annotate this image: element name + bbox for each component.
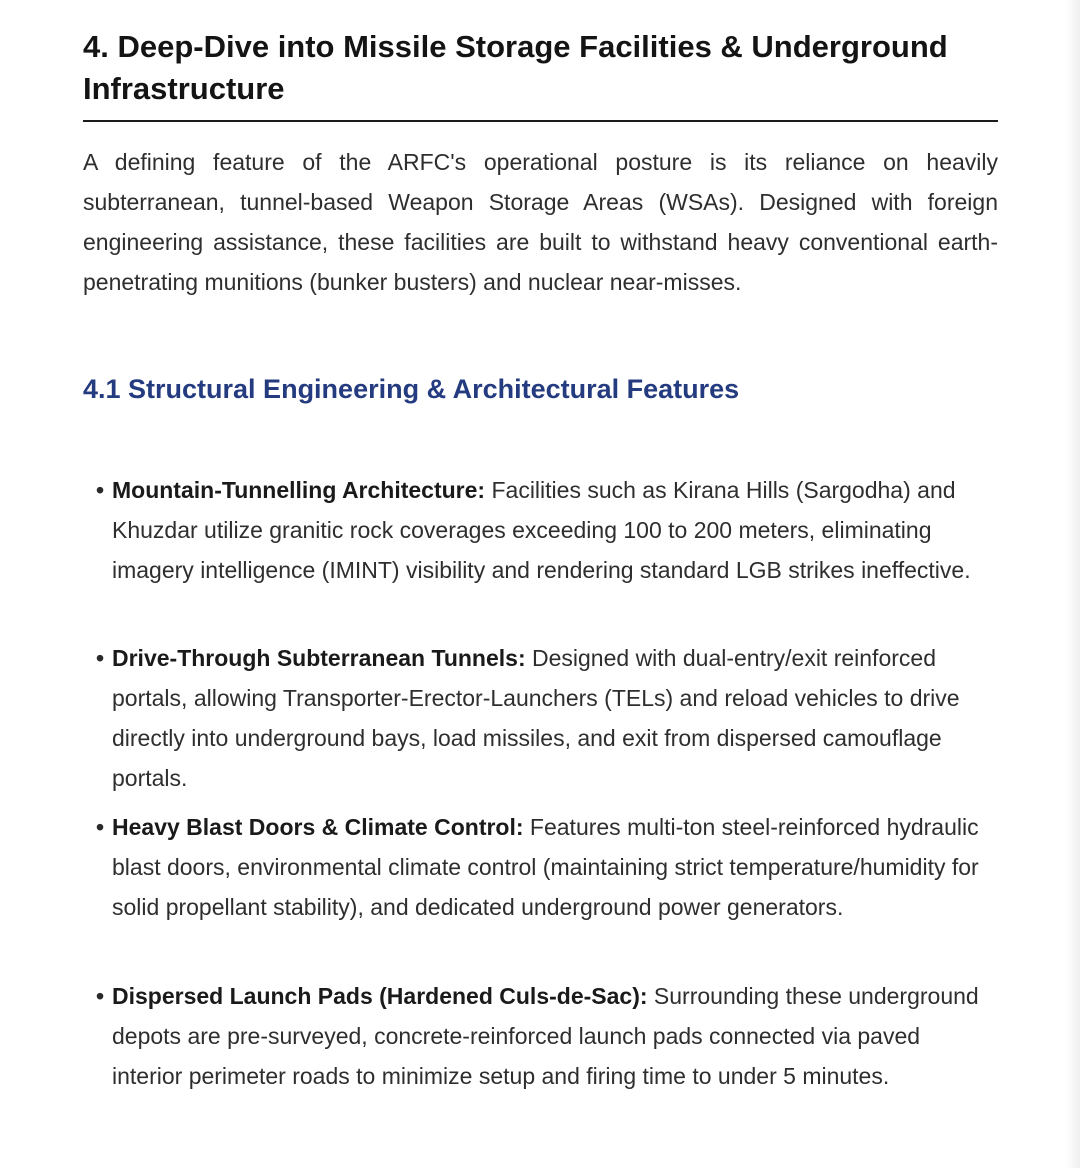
list-item-body — [112, 807, 996, 927]
list-item-text: Features multi-ton steel-reinforced hydraulic blast doors, environmental climate control (maintaining strict temperature/humidity for solid propellant stability), and dedicated underground power generators. — [112, 814, 979, 920]
section-title: 4. Deep-Dive into Missile Storage Facilities & Underground Infrastructure — [83, 29, 948, 106]
page-edge-shadow — [1066, 0, 1080, 1168]
subsection-title: 4.1 Structural Engineering & Architectural Features — [83, 374, 740, 404]
intro-paragraph: A defining feature of the ARFC's operational posture is its reliance on heavily subterranean, tunnel-based Weapon Storage Areas (WSAs). Designed with foreign engineering assistance, these facilities are built to withstand heavy conventional earth-penetrating munitions (bunker busters) and nuclear near-misses. — [83, 149, 998, 295]
list-item-text: Designed with dual-entry/exit reinforced portals, allowing Transporter-Erector-Launchers (TELs) and reload vehicles to drive directly into underground bays, load missiles, and exit from dispersed camouflage portals. — [112, 645, 960, 791]
list-item — [96, 638, 996, 798]
list-item-body — [112, 638, 996, 798]
list-item-lead: Dispersed Launch Pads (Hardened Culs-de-Sac): — [112, 983, 648, 1009]
list-item — [96, 976, 996, 1096]
list-item-text: Surrounding these underground depots are pre-surveyed, concrete-reinforced launch pads connected via paved interior perimeter roads to minimize setup and firing time to under 5 minutes. — [112, 983, 979, 1089]
list-item-lead: Heavy Blast Doors & Climate Control: — [112, 814, 524, 840]
bullet-marker: • — [96, 814, 105, 840]
list-item-text: Facilities such as Kirana Hills (Sargodha) and Khuzdar utilize granitic rock coverages exceeding 100 to 200 meters, eliminating imagery intelligence (IMINT) visibility and rendering standard LGB strikes ineffective. — [112, 477, 971, 583]
bullet-marker: • — [96, 983, 105, 1009]
list-item-lead: Drive-Through Subterranean Tunnels: — [112, 645, 526, 671]
list-item-body — [112, 976, 996, 1096]
list-item-lead: Mountain-Tunnelling Architecture: — [112, 477, 486, 503]
list-item — [96, 470, 996, 590]
list-item-body — [112, 470, 996, 590]
title-divider — [83, 120, 998, 122]
bullet-marker: • — [96, 645, 105, 671]
bullet-marker: • — [96, 477, 105, 503]
list-item — [96, 807, 996, 927]
